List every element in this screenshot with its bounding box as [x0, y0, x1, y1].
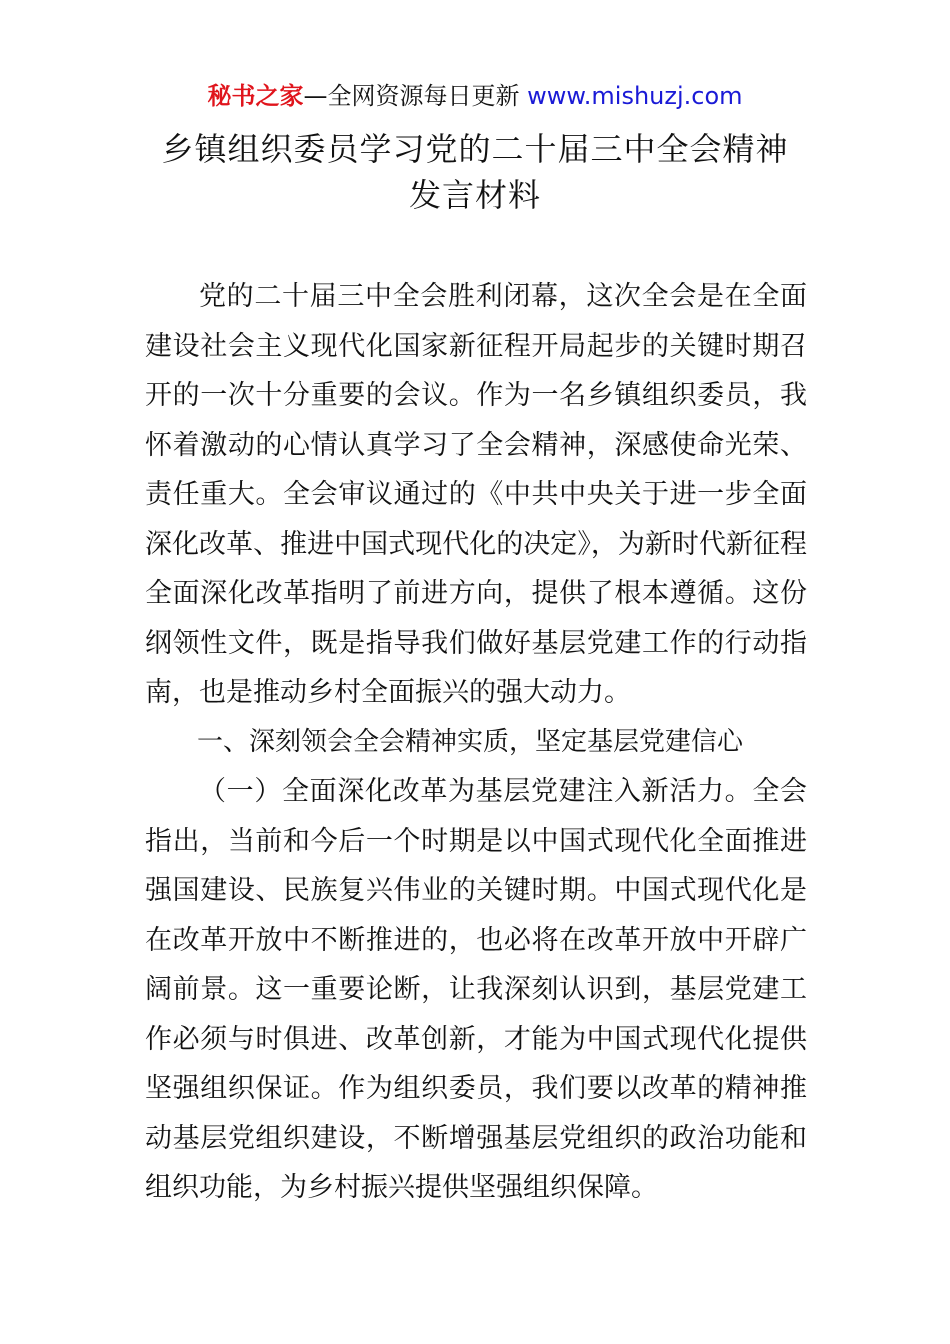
paragraph-intro: 党的二十届三中全会胜利闭幕，这次全会是在全面建设社会主义现代化国家新征程开局起步的关键时期召开的一次十分重要的会议。作为一名乡镇组织委员，我怀着激动的心情认真学习了全会精神，深感使命光荣、责任重大。全会审议通过的《中共中央关于进一步全面深化改革、推进中国式现代化的决定》，为新时代新征程全面深化改革指明了前进方向，提供了根本遵循。这份纲领性文件，既是指导我们做好基层党建工作的行动指南，也是推动乡村全面振兴的强大动力。 [145, 281, 807, 708]
paragraph-section-1-1: （一）全面深化改革为基层党建注入新活力。全会指出，当前和今后一个时期是以中国式现代化全面推进强国建设、民族复兴伟业的关键时期。中国式现代化是在改革开放中不断推进的，也必将在改革开放中开辟广阔前景。这一重要论断，让我深刻认识到，基层党建工作必须与时俱进、改革创新，才能为中国式现代化提供坚强组织保证。作为组织委员，我们要以改革的精神推动基层党组织建设，不断增强基层党组织的政治功能和组织功能，为乡村振兴提供坚强组织保障。 [145, 776, 807, 1203]
header-slogan: —全网资源每日更新 [303, 82, 528, 110]
title-line-2: 发言材料 [408, 176, 541, 214]
brand-name: 秘书之家 [207, 82, 304, 110]
website-link[interactable]: www.mishuzj.com [527, 82, 743, 110]
page-header [0, 80, 950, 112]
section-heading-1: 一、深刻领会全会精神实质，坚定基层党建信心 [197, 726, 744, 757]
title-line-1: 乡镇组织委员学习党的二十届三中全会精神 [161, 130, 789, 168]
document-title [0, 126, 950, 218]
document-body [145, 272, 807, 1213]
